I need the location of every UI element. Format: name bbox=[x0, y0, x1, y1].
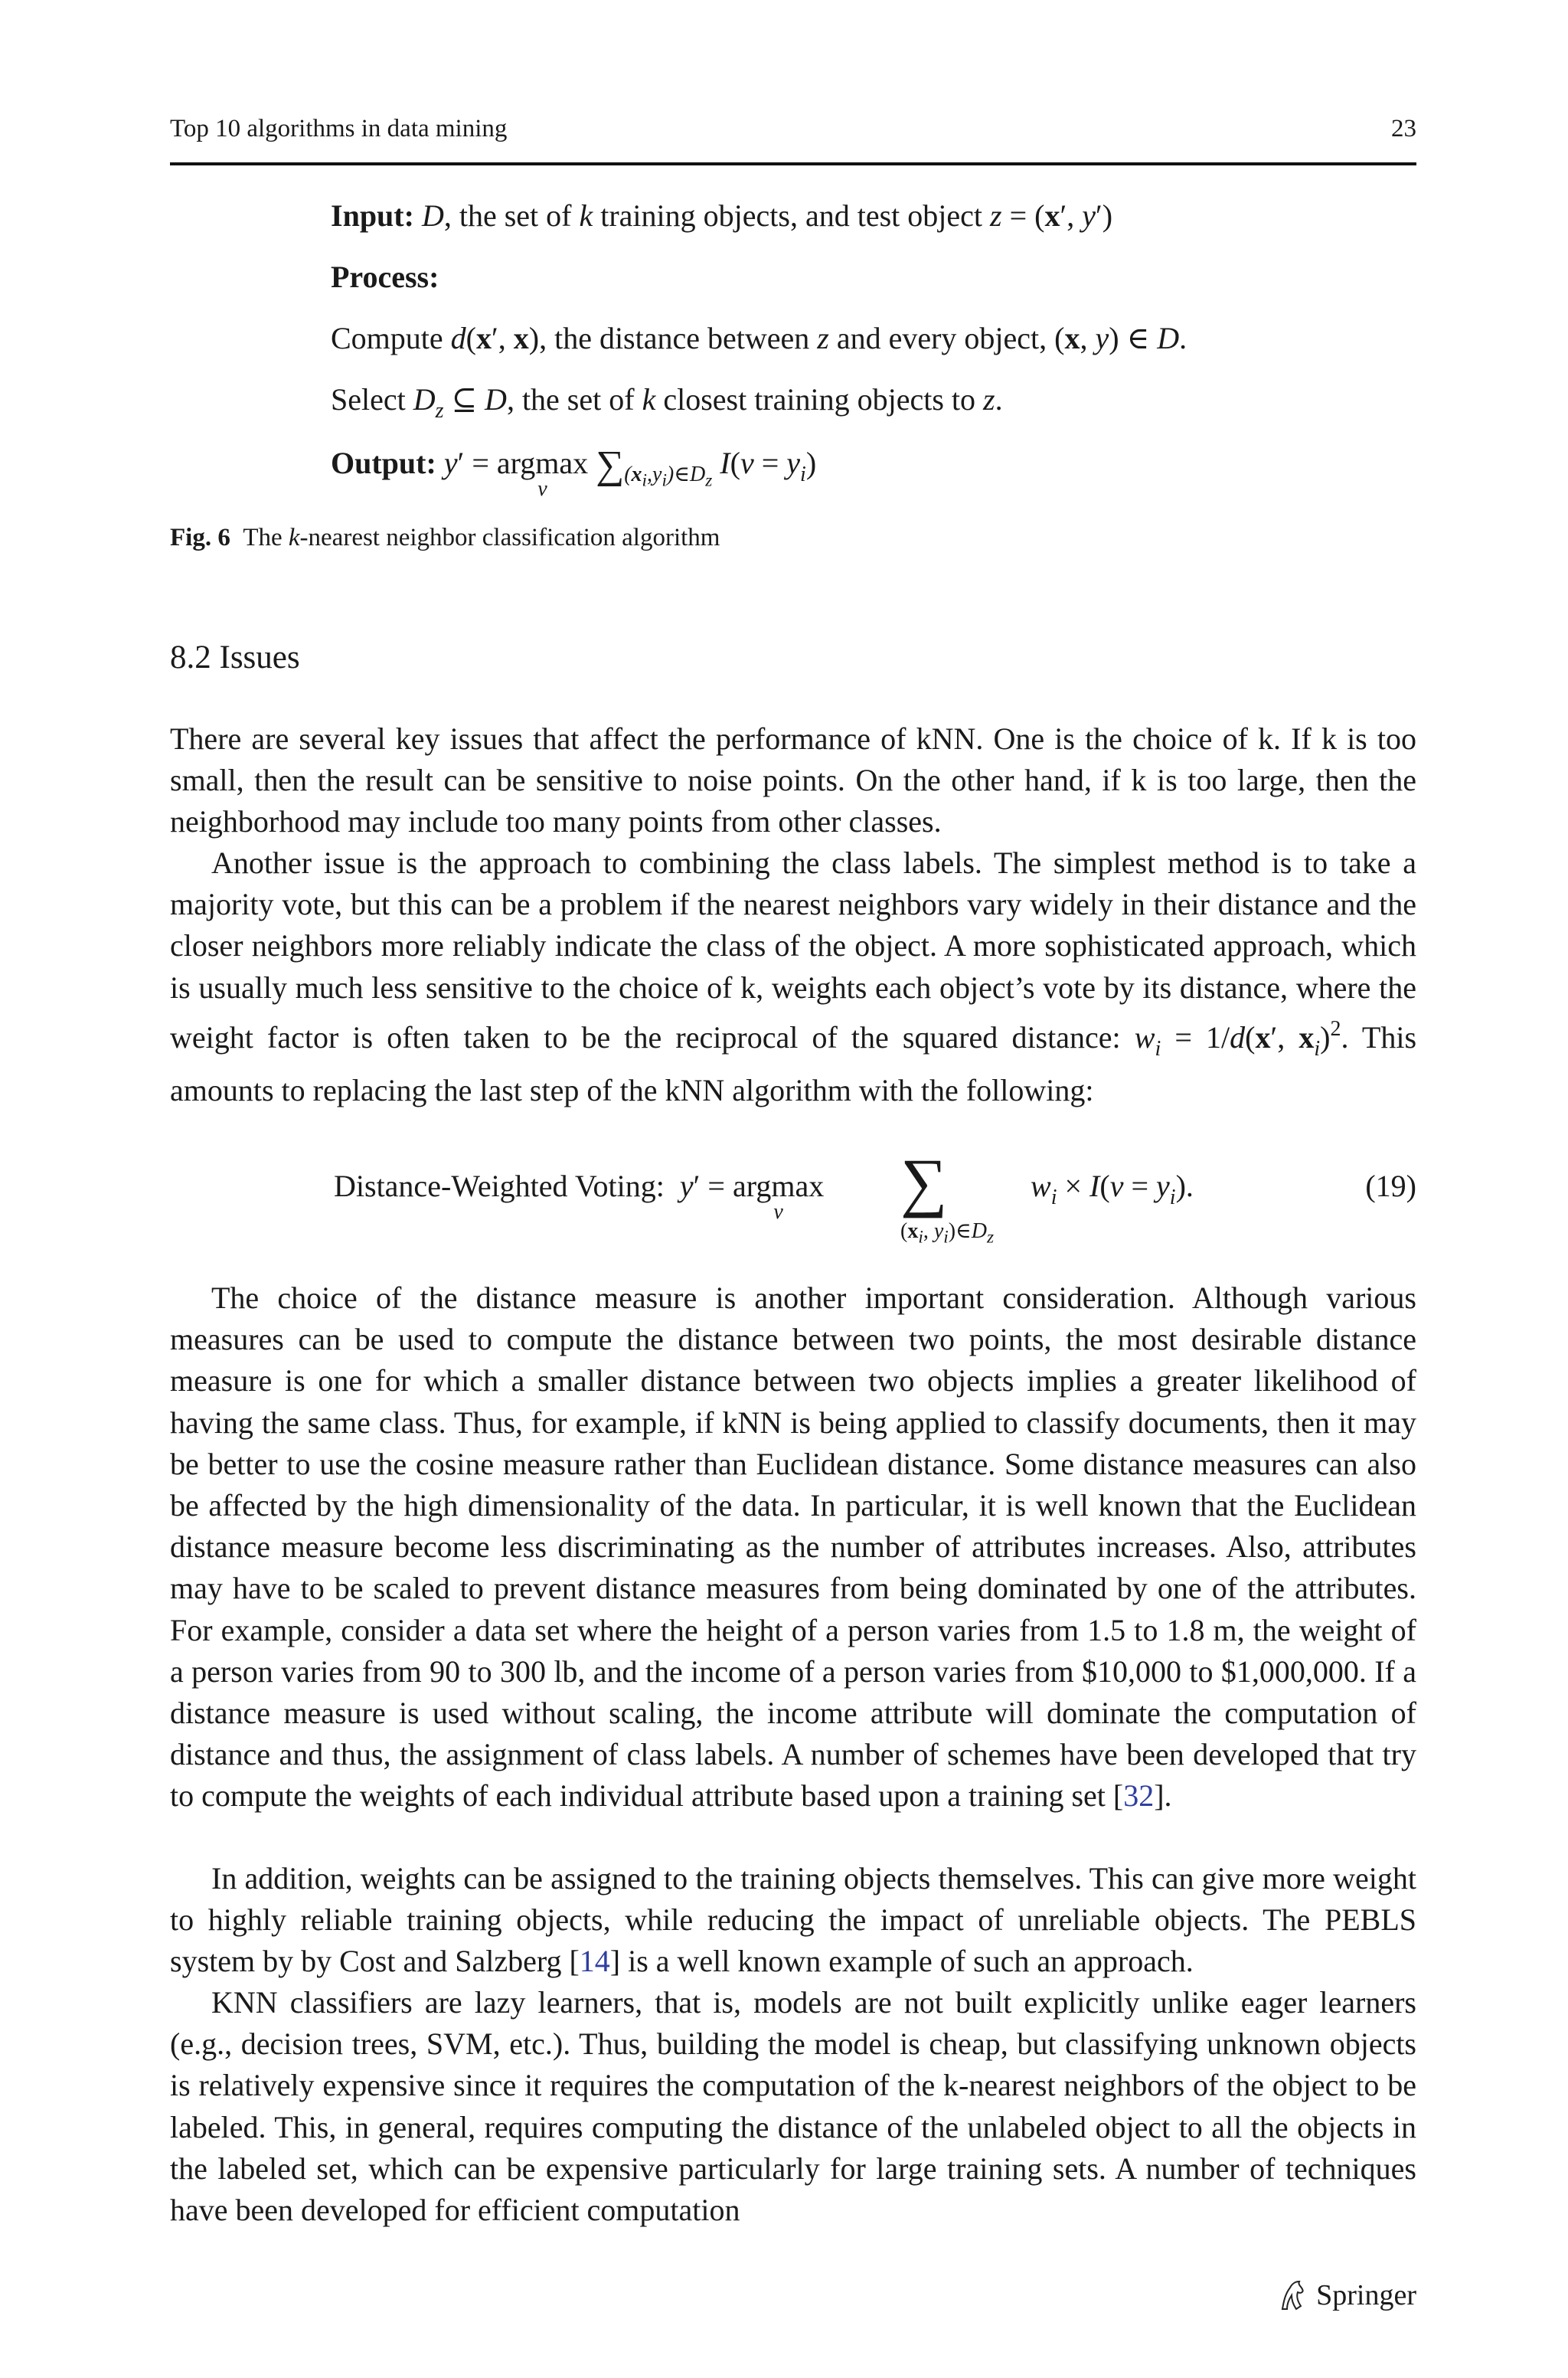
paragraph-1: There are several key issues that affect the performance of kNN. One is the choice of k. If k is too small, then the result can be sensitive to noise points. On the other hand, if k is too large, then the neighborhood may include too many points from other classes. bbox=[170, 721, 1416, 839]
equation-label: Distance-Weighted Voting: bbox=[334, 1169, 665, 1203]
figure-label: Fig. 6 bbox=[170, 524, 230, 551]
paragraph-5: KNN classifiers are lazy learners, that is, models are not built explicitly unlike eager learners (e.g., decision trees, SVM, etc.). Thus, building the model is cheap, but classifying unknown objects is relatively expensive since it requires the computation of the k-nearest neighbors of the object to be labeled. This, in general, requires computing the distance of the unlabeled object to all the objects in the labeled set, which can be expensive particularly for large training sets. A number of techniques have been developed for efficient computation bbox=[170, 1985, 1416, 2228]
algo-input-line: Input: D, the set of k training objects, and test object z = (x′, y′) bbox=[331, 198, 1113, 233]
section-heading: 8.2 Issues bbox=[170, 639, 300, 675]
algo-compute-line: Compute d(x′, x), the distance between z and every object, (x, y) ∈ D. bbox=[331, 321, 1187, 355]
summation-symbol: ∑ bbox=[900, 1145, 948, 1218]
equation-rhs: $w_i \times I(v = y_i)$. bbox=[1031, 1169, 1194, 1209]
algo-input-label: Input: bbox=[331, 198, 414, 233]
figure-caption: Fig. 6 The k-nearest neighbor classification algorithm bbox=[170, 524, 720, 551]
algo-process-line bbox=[331, 259, 439, 295]
publisher-logo bbox=[1278, 2278, 1416, 2312]
summation-subscript: ($x_i$, $y_i)\in D_z$ bbox=[900, 1219, 995, 1248]
paragraph-3: The choice of the distance measure is another important consideration. Although various measures can be used to compute the distance between two points, the most desirable distance measure is one for which a smaller distance between two objects implies a greater likelihood of having the same class. Thus, for example, if kNN is being applied to classify documents, then it may be better to use the cosine measure rather than Euclidean distance. Some distance measures can also be affected by the high dimensionality of the data. In particular, it is well known that the Euclidean distance measure become less discriminating as the number of attributes increases. Also, attributes may have to be scaled to prevent distance measures from being dominated by one of the attributes. For example, consider a data set where the height of a person varies from 1.5 to 1.8 m, the weight of a person varies from 90 to 300 lb, and the income of a person varies from $10,000 to $1,000,000. If a distance measure is used without scaling, the income attribute will dominate the computation of distance and thus, the assignment of class labels. A number of schemes have been developed that try to compute the weights of each individual attribute based upon a training set [32]. bbox=[170, 1281, 1416, 1814]
algo-process-label: Process: bbox=[331, 260, 439, 294]
equation-19: Distance-Weighted Voting: y′ = argmax v bbox=[334, 1169, 825, 1224]
springer-horse-icon bbox=[1278, 2278, 1308, 2312]
algo-output-line: Output: y′ = argmax v $\sum_{(x_i,y_i)\in D_z}$ $I(v = y_i)$ bbox=[331, 443, 817, 501]
equation-number: (19) bbox=[1365, 1169, 1416, 1203]
header-rule bbox=[170, 162, 1416, 165]
running-header: Top 10 algorithms in data mining bbox=[170, 115, 508, 142]
citation-link[interactable]: 14 bbox=[579, 1944, 610, 1979]
publisher-name: Springer bbox=[1316, 2279, 1416, 2311]
paragraph-2: Another issue is the approach to combining the class labels. The simplest method is to take a majority vote, but this can be a problem if the nearest neighbors vary widely in their distance and the closer neighbors more reliably indicate the class of the object. A more sophisticated approach, which is usually much less sensitive to the choice of k, weights each object’s vote by its distance, where the weight factor is often taken to be the reciprocal of the squared distance: $w_i = 1/d(x'$, $x_i)^2$. This amounts to replacing the last step of the kNN algorithm with the following: bbox=[170, 846, 1417, 1108]
citation-link[interactable]: 32 bbox=[1123, 1778, 1155, 1814]
page-number: 23 bbox=[1391, 115, 1416, 142]
algo-select-line: Select $D_z$ ⊆ D, the set of k closest training objects to z. bbox=[331, 382, 1003, 423]
algo-output-label: Output: bbox=[331, 446, 436, 480]
paragraph-4: In addition, weights can be assigned to the training objects themselves. This can give more weight to highly reliable training objects, while reducing the impact of unreliable objects. The PEBLS system by by Cost and Salzberg [14] is a well known example of such an approach. bbox=[170, 1861, 1416, 1979]
